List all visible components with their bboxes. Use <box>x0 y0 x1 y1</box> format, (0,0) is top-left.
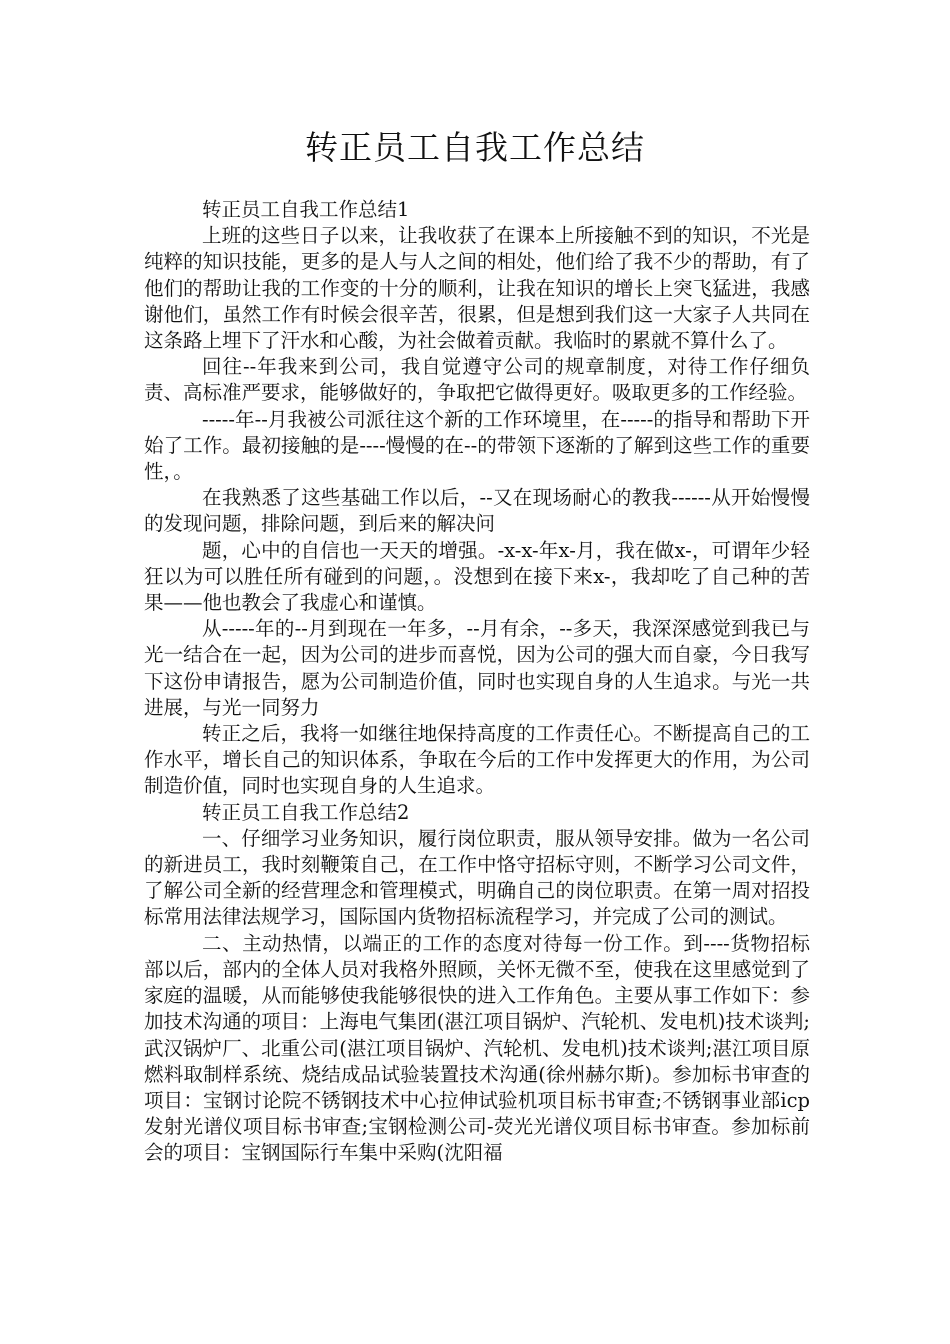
paragraph: 在我熟悉了这些基础工作以后，--又在现场耐心的教我------从开始慢慢的发现问题，排除问题，到后来的解决问 <box>144 486 810 536</box>
paragraph: 上班的这些日子以来，让我收获了在课本上所接触不到的知识，不光是纯粹的知识技能，更多的是人与人之间的相处，他们给了我不少的帮助，有了他们的帮助让我的工作变的十分的顺利，让我在知识的增长上突飞猛进，我感谢他们，虽然工作有时候会很辛苦，很累，但是想到我们这一大家子人共同在这条路上埋下了汗水和心酸，为社会做着贡献。我临时的累就不算什么了。 <box>144 224 810 353</box>
paragraph: 题，心中的自信也一天天的增强。-x-x-年x-月，我在做x-，可谓年少轻狂以为可以胜任所有碰到的问题，。没想到在接下来x-，我却吃了自己种的苦果——他也教会了我虚心和谨慎。 <box>144 538 810 615</box>
paragraph: -----年--月我被公司派往这个新的工作环境里，在-----的指导和帮助下开始了工作。最初接触的是----慢慢的在--的带领下逐渐的了解到这些工作的重要性，。 <box>144 407 810 484</box>
paragraph: 二、主动热情，以端正的工作的态度对待每一份工作。到----货物招标部以后，部内的全体人员对我格外照顾，关怀无微不至，使我在这里感觉到了家庭的温暖，从而能够使我能够很快的进入工作角色。主要从事工作如下：参加技术沟通的项目：上海电气集团(湛江项目锅炉、汽轮机、发电机)技术谈判;武汉锅炉厂、北重公司(湛江项目锅炉、汽轮机、发电机)技术谈判;湛江项目原燃料取制样系统、烧结成品试验装置技术沟通(徐州赫尔斯)。参加标书审查的项目：宝钢讨论院不锈钢技术中心拉伸试验机项目标书审查;不锈钢事业部icp发射光谱仪项目标书审查;宝钢检测公司-荧光光谱仪项目标书审查。参加标前会的项目：宝钢国际行车集中采购(沈阳福 <box>144 931 810 1165</box>
section-heading-2: 转正员工自我工作总结2 <box>202 800 410 824</box>
paragraph: 转正之后，我将一如继往地保持高度的工作责任心。不断提高自己的工作水平，增长自己的知识体系，争取在今后的工作中发挥更大的作用，为公司制造价值，同时也实现自身的人生追求。 <box>144 722 810 798</box>
paragraph: 从-----年的--月到现在一年多，--月有余，--多天，我深深感觉到我已与光一结合在一起，因为公司的进步而喜悦，因为公司的强大而自豪，今日我写下这份申请报告，愿为公司制造价值，同时也实现自身的人生追求。与光一共进展，与光一同努力 <box>144 617 810 719</box>
document-body <box>144 197 810 1167</box>
document-title: 转正员工自我工作总结 <box>305 128 645 167</box>
paragraph: 一、仔细学习业务知识，履行岗位职责，服从领导安排。做为一名公司的新进员工，我时刻鞭策自己，在工作中恪守招标守则，不断学习公司文件，了解公司全新的经营理念和管理模式，明确自己的岗位职责。在第一周对招投标常用法律法规学习，国际国内货物招标流程学习，并完成了公司的测试。 <box>144 826 810 929</box>
section-heading-1: 转正员工自我工作总结1 <box>202 198 410 221</box>
paragraph: 回往--年我来到公司，我自觉遵守公司的规章制度，对待工作仔细负责、高标准严要求，能够做好的，争取把它做得更好。吸取更多的工作经验。 <box>144 355 810 405</box>
